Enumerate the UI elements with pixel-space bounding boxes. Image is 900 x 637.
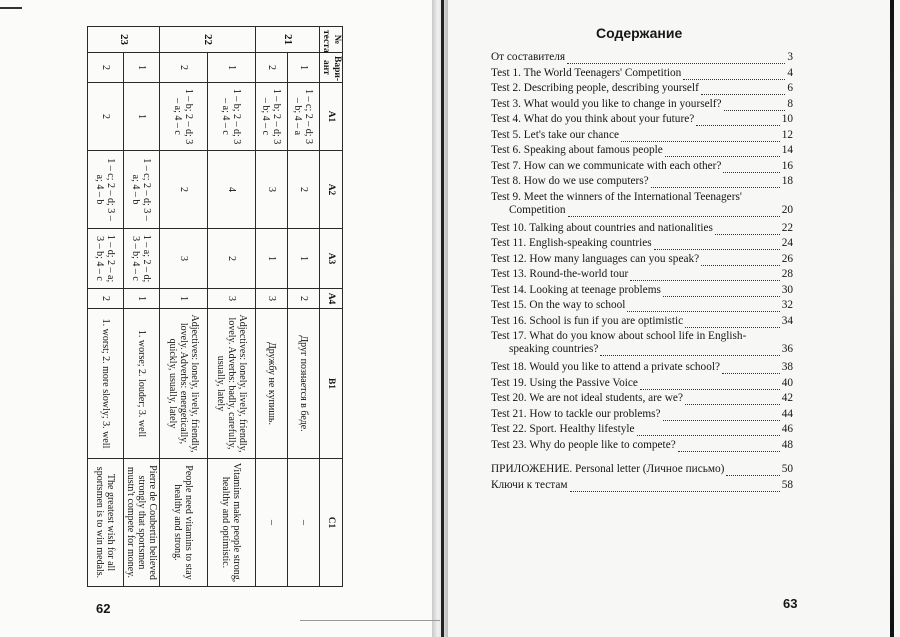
toc-page-number: 58 bbox=[781, 478, 793, 491]
toc-leader-dots bbox=[701, 85, 786, 95]
toc-page-number: 50 bbox=[781, 463, 793, 476]
toc-leader-dots bbox=[630, 271, 779, 281]
cell-a4: 1 bbox=[160, 289, 208, 309]
toc-leader-dots bbox=[570, 482, 780, 492]
toc-page-number: 8 bbox=[787, 97, 793, 110]
toc-page-number: 22 bbox=[781, 221, 793, 234]
cell-a1: 1 – b; 2 – d; 3 – a; 4 – c bbox=[160, 83, 208, 151]
toc-page-number: 3 bbox=[787, 51, 793, 63]
header-a2: A2 bbox=[320, 151, 343, 229]
toc-leader-dots bbox=[567, 54, 785, 64]
toc-entry-title: От составителя bbox=[491, 51, 566, 63]
toc-leader-dots bbox=[683, 70, 785, 80]
toc-entry-title: Test 17. What do you know about school life in English- bbox=[491, 330, 747, 342]
toc-page-number: 6 bbox=[787, 82, 793, 94]
table-row bbox=[208, 27, 256, 587]
cell-variant: 1 bbox=[288, 53, 320, 83]
toc-entry-title: Test 4. What do you think about your future? bbox=[491, 113, 695, 125]
cell-variant: 2 bbox=[160, 53, 208, 83]
cell-b1: 1. worse; 2. louder; 3. well bbox=[124, 309, 160, 459]
toc-leader-dots bbox=[696, 116, 779, 126]
toc-entry bbox=[491, 175, 793, 188]
toc-entry bbox=[491, 284, 793, 297]
toc-leader-dots bbox=[637, 426, 780, 436]
toc-entry bbox=[491, 268, 793, 281]
toc-entry-title: Test 1. The World Teenagers' Competition bbox=[491, 66, 682, 79]
cell-a4: 3 bbox=[256, 289, 288, 309]
toc-entry bbox=[491, 330, 793, 356]
toc-entry-title: Test 12. How many languages can you speak? bbox=[491, 252, 700, 265]
cell-a2: 4 bbox=[208, 151, 256, 229]
cell-a3: 2 bbox=[208, 229, 256, 289]
toc-entry bbox=[491, 237, 793, 250]
toc-leader-dots bbox=[685, 395, 780, 405]
toc-entry-title: Test 7. How can we communicate with each other? bbox=[491, 159, 722, 172]
toc-page-number: 34 bbox=[781, 314, 793, 327]
toc-leader-dots bbox=[701, 256, 780, 266]
toc-entry-title: Test 9. Meet the winners of the International Teenagers' bbox=[491, 190, 742, 203]
toc-page-number: 10 bbox=[781, 113, 793, 125]
toc-page-number: 32 bbox=[781, 299, 793, 311]
toc-entry bbox=[491, 82, 793, 95]
toc-entry-title: Test 15. On the way to school bbox=[491, 299, 626, 311]
toc-page-number: 28 bbox=[781, 268, 793, 280]
toc-entry-title: Ключи к тестам bbox=[491, 478, 568, 491]
toc-entry-title: Test 19. Using the Passive Voice bbox=[491, 376, 638, 389]
cell-c1: Vitamins make people strong, healthy and optimistic. bbox=[208, 459, 256, 587]
scan-line bbox=[300, 620, 440, 621]
header-test-number: № теста bbox=[320, 27, 343, 53]
toc-entry-title: Test 5. Let's take our chance bbox=[491, 128, 619, 141]
toc-leader-dots bbox=[685, 318, 780, 328]
header-variant: Вари-ант bbox=[320, 53, 343, 83]
toc-entry bbox=[491, 299, 793, 312]
cell-test-number: 21 bbox=[256, 27, 320, 53]
cell-b1: Друг познается в беде. bbox=[288, 309, 320, 459]
table-header-row bbox=[320, 27, 343, 587]
toc-entry-title: Test 16. School is fun if you are optimistic bbox=[491, 314, 684, 327]
cell-b1: 1. worst; 2. more slowly; 3. well bbox=[88, 309, 124, 459]
toc-entry bbox=[491, 479, 793, 492]
toc-page-number: 18 bbox=[781, 175, 793, 187]
toc-leader-dots bbox=[654, 240, 780, 250]
toc-entry bbox=[491, 423, 793, 436]
toc-entry-title: Test 22. Sport. Healthy lifestyle bbox=[491, 423, 635, 435]
toc-leader-dots bbox=[722, 364, 780, 374]
toc-entry-title: Test 6. Speaking about famous people bbox=[491, 144, 663, 156]
toc-page-number: 20 bbox=[781, 203, 793, 216]
cell-c1: – bbox=[256, 459, 288, 587]
toc-page-number: 24 bbox=[781, 237, 793, 249]
toc-leader-dots bbox=[726, 466, 779, 476]
toc-entry-title: Test 8. How do we use computers? bbox=[491, 175, 649, 187]
toc-entry bbox=[491, 129, 793, 142]
cell-b1: Adjectives: lonely, lively, friendly, lovely. Adverbs: energetically, quickly, usually, lately bbox=[160, 309, 208, 459]
toc-entry-title-cont: speaking countries? bbox=[509, 343, 599, 355]
cell-a3: 1 – a; 2 – d; 3 – b; 4 – c bbox=[124, 229, 160, 289]
cell-b1: Дружбу не купишь. bbox=[256, 309, 288, 459]
header-b1: B1 bbox=[320, 309, 343, 459]
toc-entry bbox=[491, 51, 793, 64]
toc-entry bbox=[491, 463, 793, 476]
cell-a1: 1 bbox=[124, 83, 160, 151]
toc-entry bbox=[491, 144, 793, 157]
toc-page-number: 36 bbox=[781, 343, 793, 355]
cell-variant: 2 bbox=[256, 53, 288, 83]
toc-leader-dots bbox=[651, 178, 780, 188]
cell-a1: 1 – c; 2 – d; 3 – b; 4 – a bbox=[288, 83, 320, 151]
cell-a2: 3 bbox=[256, 151, 288, 229]
toc-page-number: 40 bbox=[781, 376, 793, 389]
toc-page-number: 42 bbox=[781, 392, 793, 404]
cell-c1: The greatest wish for all sportsmen is to win medals. bbox=[88, 459, 124, 587]
toc-entry bbox=[491, 253, 793, 266]
cell-a2: 1 – c; 2 – d; 3 – a; 4 – b bbox=[88, 151, 124, 229]
cell-a2: 2 bbox=[160, 151, 208, 229]
cell-c1: People need vitamins to stay healthy and strong. bbox=[160, 459, 208, 587]
cell-b1: Adjectives: lonely, lively, friendly, lovely. Adverbs: badly, carefully, usually, lately bbox=[208, 309, 256, 459]
cell-variant: 1 bbox=[208, 53, 256, 83]
cell-a3: 3 bbox=[160, 229, 208, 289]
toc-leader-dots bbox=[724, 101, 786, 111]
toc-page-number: 26 bbox=[781, 252, 793, 265]
toc-entry-continuation bbox=[491, 204, 793, 217]
toc-page-number: 14 bbox=[781, 144, 793, 156]
toc-entry-title: ПРИЛОЖЕНИЕ. Personal letter (Личное письмо) bbox=[491, 463, 725, 476]
toc-entry-title: Test 2. Describing people, describing yourself bbox=[491, 82, 699, 94]
header-c1: C1 bbox=[320, 459, 343, 587]
toc-entry bbox=[491, 439, 793, 452]
cell-a3: 1 bbox=[288, 229, 320, 289]
cell-a4: 2 bbox=[288, 289, 320, 309]
header-a3: A3 bbox=[320, 229, 343, 289]
contents-title: Содержание bbox=[596, 25, 683, 41]
table-row bbox=[256, 27, 288, 587]
toc-entry-title: Test 11. English-speaking countries bbox=[491, 237, 652, 249]
toc-entry bbox=[491, 191, 793, 217]
cell-c1: Pierre de Coubertin believed strongly that sportsmen mustn't compete for money. bbox=[124, 459, 160, 587]
cell-a3: 1 – d; 2 – a; 3 – b; 4 – c bbox=[88, 229, 124, 289]
toc-page-number: 44 bbox=[781, 407, 793, 420]
toc-page-number: 48 bbox=[781, 438, 793, 451]
toc-leader-dots bbox=[663, 411, 780, 421]
toc-leader-dots bbox=[723, 163, 779, 173]
table-row bbox=[124, 27, 160, 587]
toc-entry-title: Test 18. Would you like to attend a private school? bbox=[491, 361, 720, 373]
cell-a2: 2 bbox=[288, 151, 320, 229]
answer-key-table bbox=[87, 26, 343, 587]
toc-entry bbox=[491, 67, 793, 80]
cell-test-number: 23 bbox=[88, 27, 160, 53]
toc-entry bbox=[491, 361, 793, 374]
toc-leader-dots bbox=[665, 147, 780, 157]
toc-leader-dots bbox=[678, 442, 780, 452]
toc-leader-dots bbox=[663, 287, 780, 297]
table-row bbox=[160, 27, 208, 587]
toc-page-number: 30 bbox=[781, 283, 793, 296]
cell-a1: 2 bbox=[88, 83, 124, 151]
cell-test-number: 22 bbox=[160, 27, 256, 53]
cell-variant: 2 bbox=[88, 53, 124, 83]
toc-leader-dots bbox=[715, 225, 780, 235]
toc-entry bbox=[491, 408, 793, 421]
cell-c1: – bbox=[288, 459, 320, 587]
toc-entry-title: Test 21. How to tackle our problems? bbox=[491, 407, 661, 420]
toc-entry-title: Test 3. What would you like to change in yourself? bbox=[491, 97, 722, 110]
toc-entry bbox=[491, 160, 793, 173]
cell-a2: 1 – c; 2 – d; 3 – a; 4 – b bbox=[124, 151, 160, 229]
toc-entry-title: Test 10. Talking about countries and nationalities bbox=[491, 221, 713, 234]
header-a1: A1 bbox=[320, 83, 343, 151]
toc-entry-title: Test 20. We are not ideal students, are we? bbox=[491, 392, 683, 404]
toc-page-number: 38 bbox=[781, 361, 793, 373]
toc-entry-title: Test 23. Why do people like to compete? bbox=[491, 438, 676, 451]
page-number-left: 62 bbox=[96, 601, 111, 616]
page-edge bbox=[890, 0, 894, 637]
gutter-shadow bbox=[441, 0, 444, 637]
toc-entry bbox=[491, 377, 793, 390]
toc-page-number: 12 bbox=[781, 128, 793, 141]
toc-leader-dots bbox=[600, 346, 779, 356]
toc-page-number: 46 bbox=[781, 423, 793, 435]
toc-entry-title: Test 14. Looking at teenage problems bbox=[491, 283, 661, 296]
table-row bbox=[88, 27, 124, 587]
toc-entry bbox=[491, 222, 793, 235]
toc-leader-dots bbox=[568, 207, 780, 217]
book-gutter bbox=[432, 0, 448, 637]
table-row bbox=[288, 27, 320, 587]
cell-a4: 2 bbox=[88, 289, 124, 309]
cell-a1: 1 – b; 2 – d; 3 – a; 4 – c bbox=[208, 83, 256, 151]
toc-entry bbox=[491, 98, 793, 111]
toc-entry bbox=[491, 113, 793, 126]
toc-entry bbox=[491, 392, 793, 405]
toc-entry-title-cont: Competition bbox=[509, 203, 566, 216]
page-number-right: 63 bbox=[783, 596, 798, 611]
cell-a3: 1 bbox=[256, 229, 288, 289]
toc-page-number: 16 bbox=[781, 159, 793, 172]
toc-entry-continuation bbox=[491, 343, 793, 356]
toc-leader-dots bbox=[627, 302, 779, 312]
toc-leader-dots bbox=[621, 132, 780, 142]
toc-page-number: 4 bbox=[787, 66, 793, 79]
cell-a4: 3 bbox=[208, 289, 256, 309]
cell-a1: 1 – b; 2 – d; 3 – b; 4 – c bbox=[256, 83, 288, 151]
toc-entry-title: Test 13. Round-the-world tour bbox=[491, 268, 629, 280]
corner-mark bbox=[0, 7, 22, 9]
toc-entry bbox=[491, 315, 793, 328]
cell-a4: 1 bbox=[124, 289, 160, 309]
header-a4: A4 bbox=[320, 289, 343, 309]
toc-leader-dots bbox=[640, 380, 780, 390]
cell-variant: 1 bbox=[124, 53, 160, 83]
